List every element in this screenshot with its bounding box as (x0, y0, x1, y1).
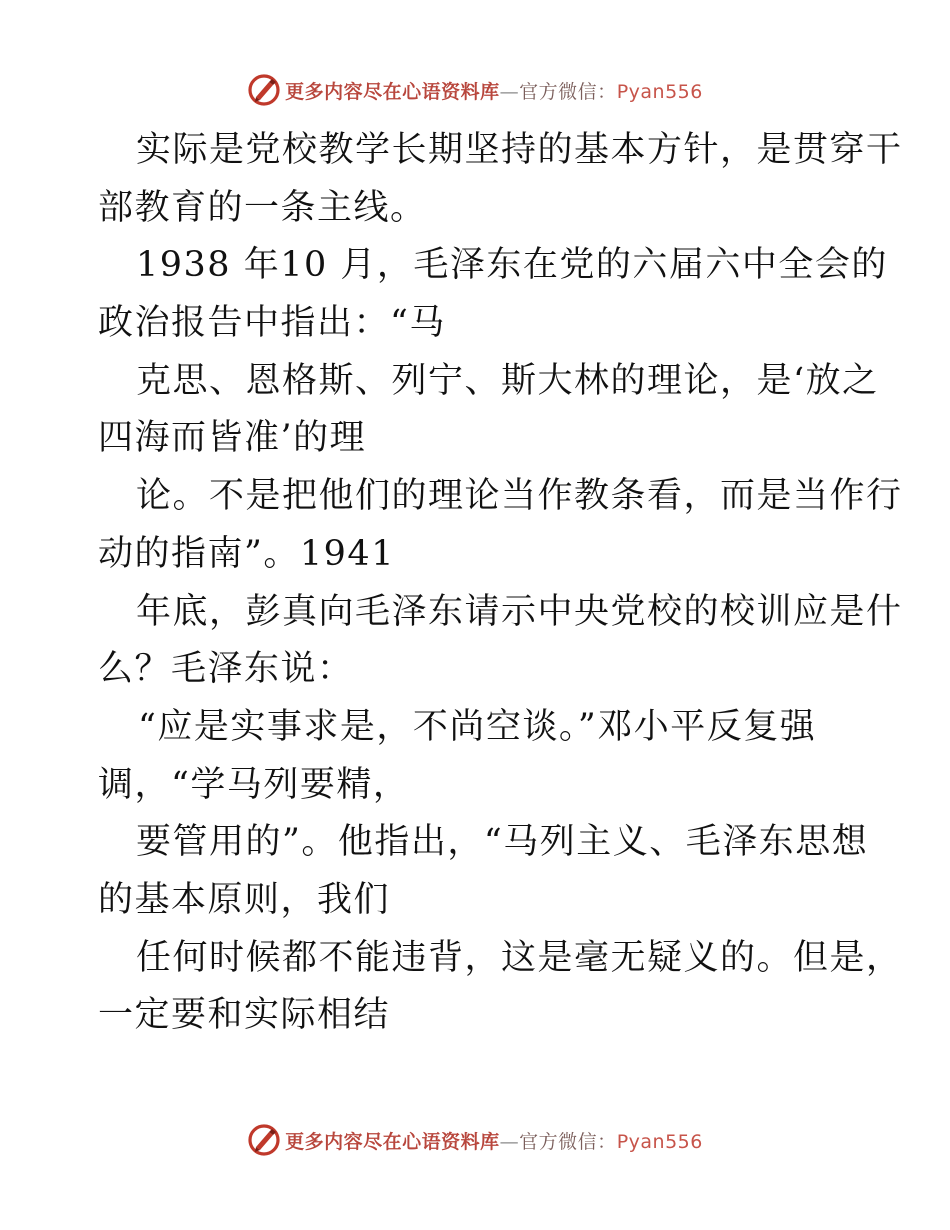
text-line: “应是实事求是，不尚空谈。”邓小平反复强 (138, 706, 817, 747)
banner-label: 官方微信： (519, 80, 617, 103)
banner-wechat-id: Pyan556 (616, 1130, 703, 1153)
text-line: 么？毛泽东说： (98, 649, 354, 690)
text-line: 的基本原则，我们 (98, 879, 391, 920)
banner-separator: — (499, 1130, 520, 1153)
banner-site-text: 更多内容尽在心语资料库 (285, 80, 500, 103)
banner-site-text: 更多内容尽在心语资料库 (285, 1130, 500, 1153)
document-body (98, 122, 903, 1045)
banner-label: 官方微信： (519, 1130, 617, 1153)
pen-logo-icon (247, 1123, 281, 1157)
banner-separator: — (499, 80, 520, 103)
text-line: 年底，彭真向毛泽东请示中央党校的校训应是什 (136, 591, 903, 632)
text-line: 调，“学马列要精， (98, 764, 410, 805)
text-line: 一定要和实际相结 (98, 995, 391, 1036)
text-line: 1938 年10 月，毛泽东在党的六届六中全会的 (136, 245, 888, 286)
banner-text (285, 77, 703, 104)
banner-wechat-id: Pyan556 (616, 80, 703, 103)
text-line: 任何时候都不能违背，这是毫无疑义的。但是， (136, 937, 903, 978)
text-line: 四海而皆准’的理 (98, 418, 367, 459)
text-line: 论。不是把他们的理论当作教条看，而是当作行 (136, 476, 903, 517)
text-line: 克思、恩格斯、列宁、斯大林的理论，是‘放之 (136, 360, 879, 401)
footer-banner (0, 1118, 950, 1162)
text-line: 部教育的一条主线。 (98, 187, 427, 228)
text-line: 动的指南”。1941 (98, 533, 395, 574)
text-line: 政治报告中指出：“马 (98, 303, 446, 344)
text-line: 要管用的”。他指出，“马列主义、毛泽东思想 (136, 822, 869, 863)
header-banner (0, 68, 950, 112)
banner-text (285, 1127, 703, 1154)
text-line: 实际是党校教学长期坚持的基本方针，是贯穿干 (136, 130, 903, 170)
pen-logo-icon (247, 73, 281, 107)
